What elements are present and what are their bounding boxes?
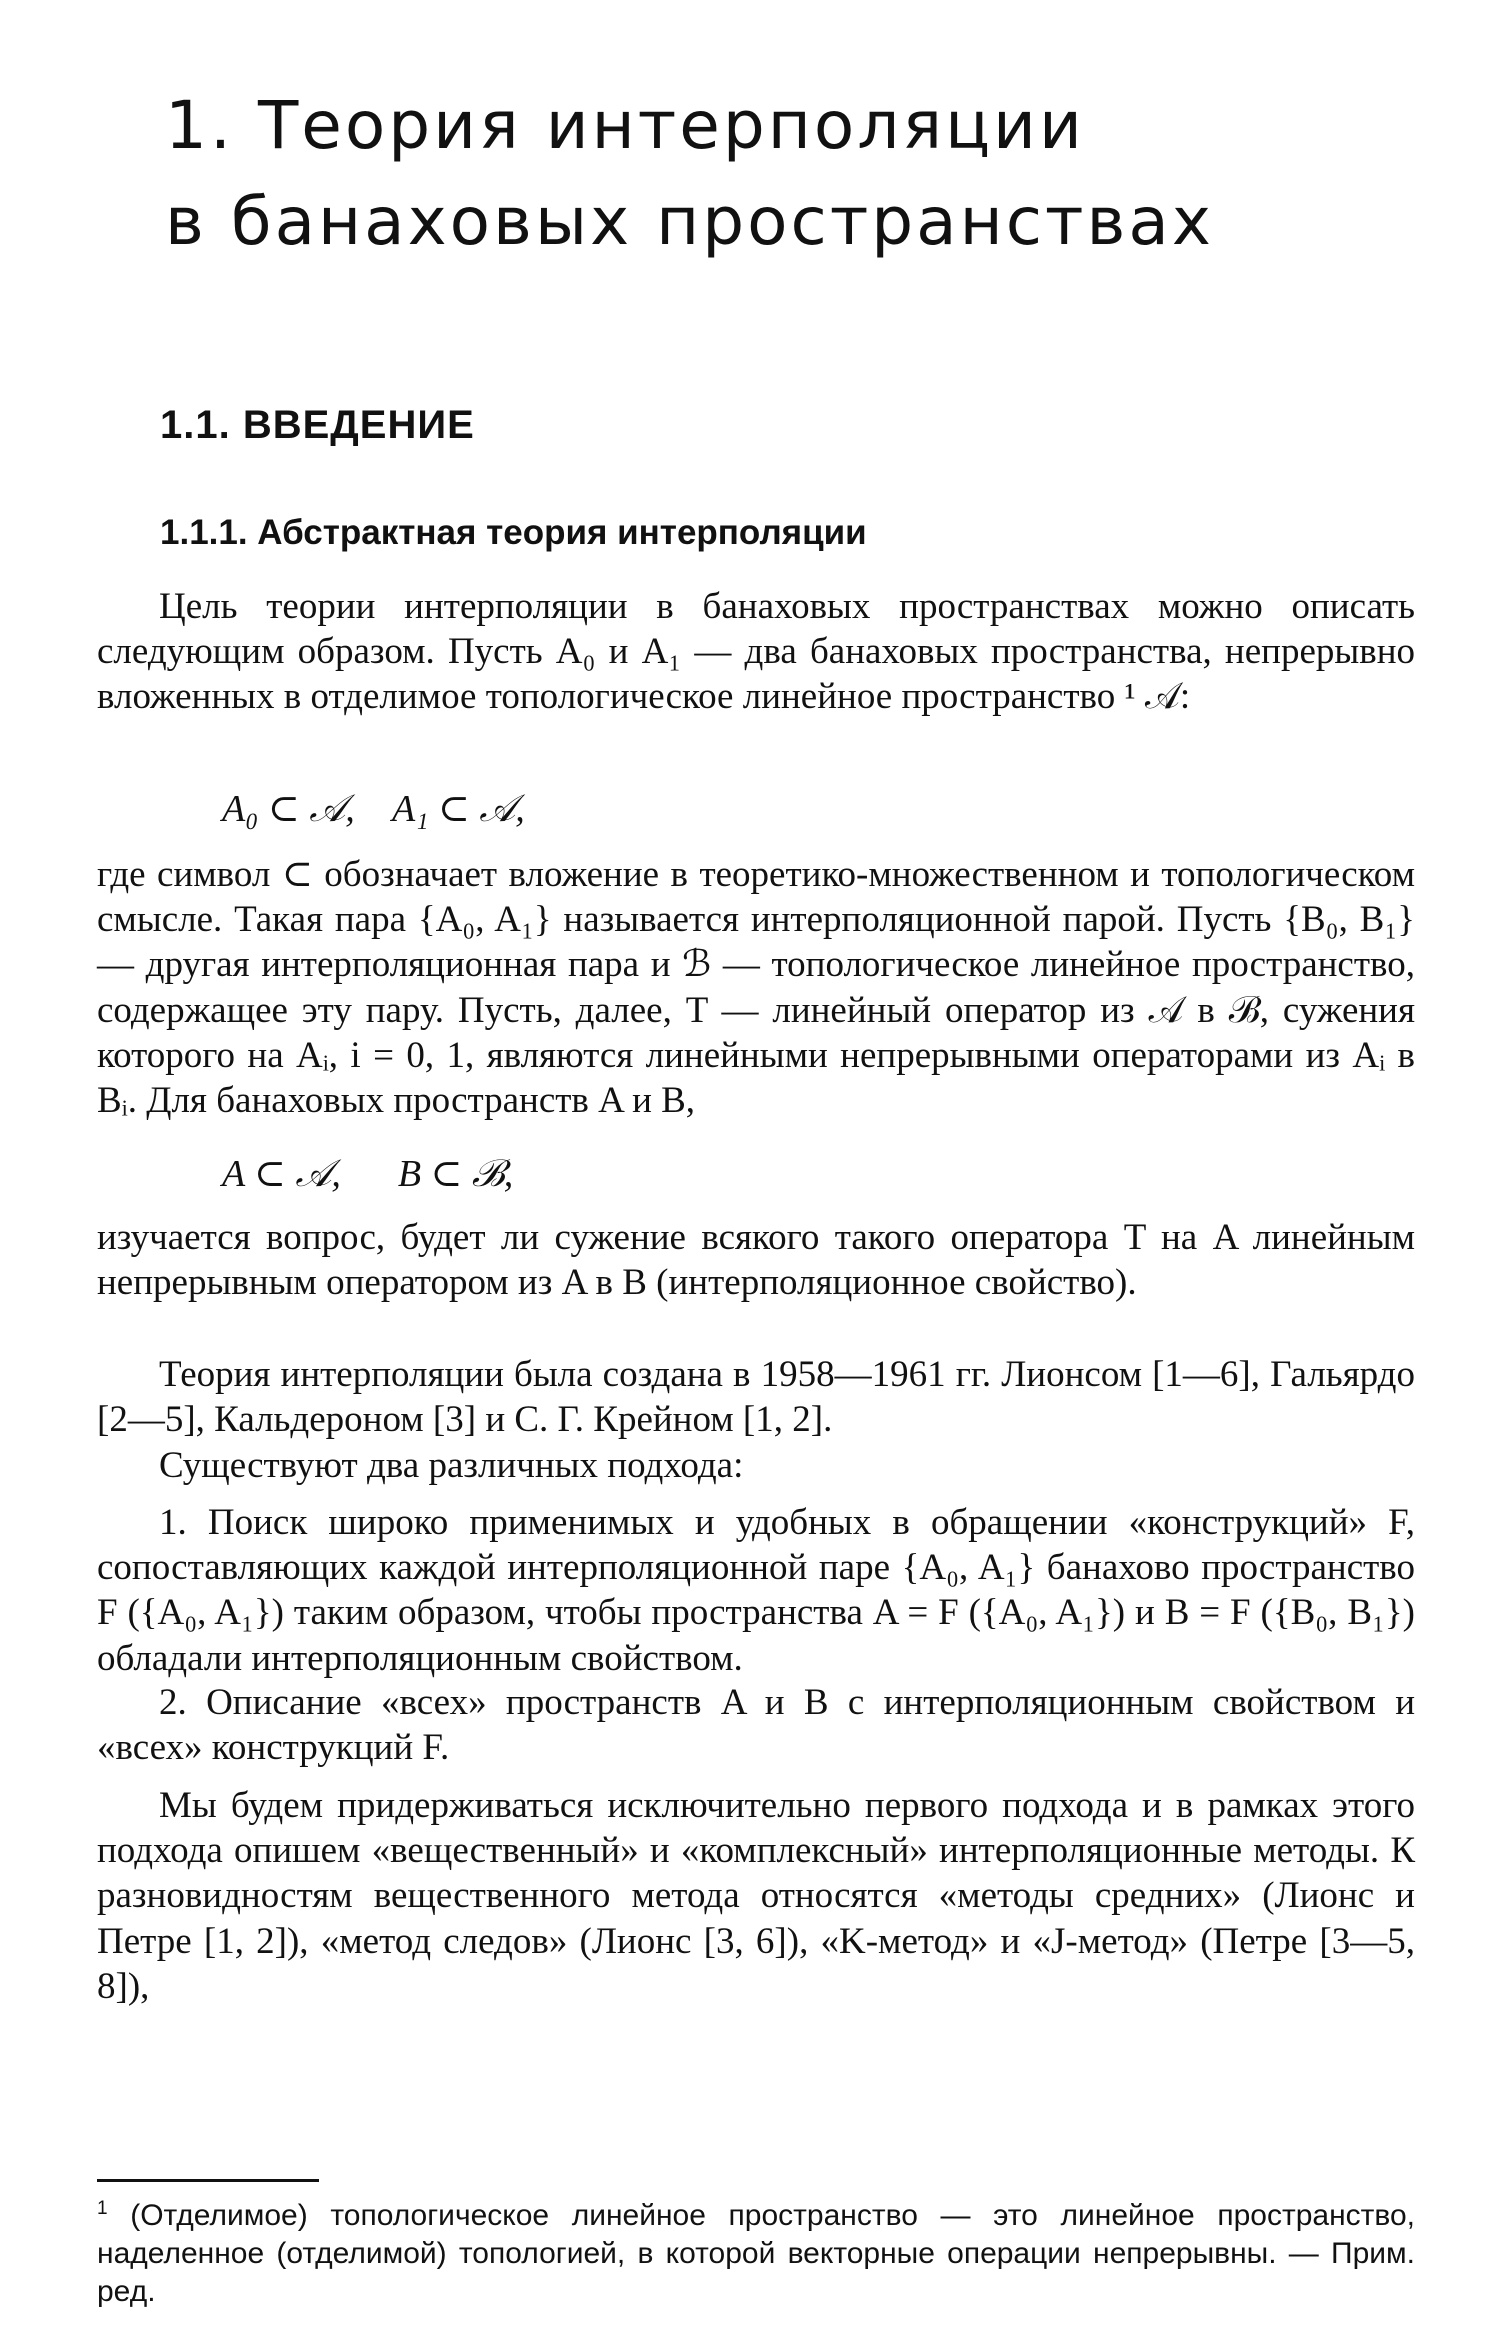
formula-embedding-b: A ⊂ 𝒜, B ⊂ ℬ, (222, 1153, 514, 1195)
chapter-title-line-2: в банаховых пространствах (165, 183, 1214, 260)
question-paragraph: изучается вопрос, будет ли сужение всякого такого оператора T на A линейным непрерывным оператором из A в B (интерполяционное свойство). (97, 1217, 1415, 1304)
approach-2-item: 2. Описание «всех» пространств A и B с интерполяционным свойством и «всех» конструкций F. (97, 1682, 1415, 1769)
footnote-marker: 1 (97, 2198, 108, 2219)
section-heading: 1.1. ВВЕДЕНИЕ (160, 403, 475, 447)
subsection-heading: 1.1.1. Абстрактная теория интерполяции (160, 513, 867, 552)
approaches-intro: Существуют два различных подхода: (159, 1445, 744, 1486)
formula-embedding-a: A₀ ⊂ 𝒜, A₁ ⊂ 𝒜, (222, 788, 525, 830)
footnote-text: (Отделимое) топологическое линейное пространство — это линейное пространство, наделенное (отделимой) топологией, в которой векторные операции непрерывны. — Прим. ред. (97, 2199, 1415, 2308)
chapter-title (165, 78, 1365, 270)
definition-paragraph: где символ ⊂ обозначает вложение в теоретико-множественном и топологическом смысле. Такая пара {A₀, A₁} называется интерполяционной парой. Пусть {B₀, B₁} — другая интерполяционная пара и ℬ — топологическое линейное пространство, содержащее эту пару. Пусть, далее, T — линейный оператор из 𝒜 в ℬ, сужения которого на Aᵢ, i = 0, 1, являются линейными непрерывными операторами из Aᵢ в Bᵢ. Для банаховых пространств A и B, (97, 854, 1415, 1122)
chapter-title-line-1: 1. Теория интерполяции (165, 87, 1085, 164)
intro-paragraph: Цель теории интерполяции в банаховых пространствах можно описать следующим образом. Пусть A₀ и A₁ — два банаховых пространства, непрерывно вложенных в отделимое топологическое линейное пространство ¹ 𝒜: (97, 586, 1415, 718)
approach-1-item: 1. Поиск широко применимых и удобных в обращении «конструкций» F, сопоставляющих каждой интерполяционной паре {A₀, A₁} банахово пространство F ({A₀, A₁}) таким образом, чтобы пространства A = F ({A₀, A₁}) и B = F ({B₀, B₁}) обладали интерполяционным свойством. (97, 1502, 1415, 1679)
history-paragraph: Теория интерполяции была создана в 1958—1961 гг. Лионсом [1—6], Гальярдо [2—5], Кальдероном [3] и С. Г. Крейном [1, 2]. (97, 1354, 1415, 1441)
footnote (97, 2197, 1415, 2311)
closing-paragraph: Мы будем придерживаться исключительно первого подхода и в рамках этого подхода опишем «вещественный» и «комплексный» интерполяционные методы. К разновидностям вещественного метода относятся «методы средних» (Лионс и Петре [1, 2]), «метод следов» (Лионс [3, 6]), «K-метод» и «J-метод» (Петре [3—5, 8]), (97, 1785, 1415, 2007)
footnote-separator (97, 2179, 319, 2182)
